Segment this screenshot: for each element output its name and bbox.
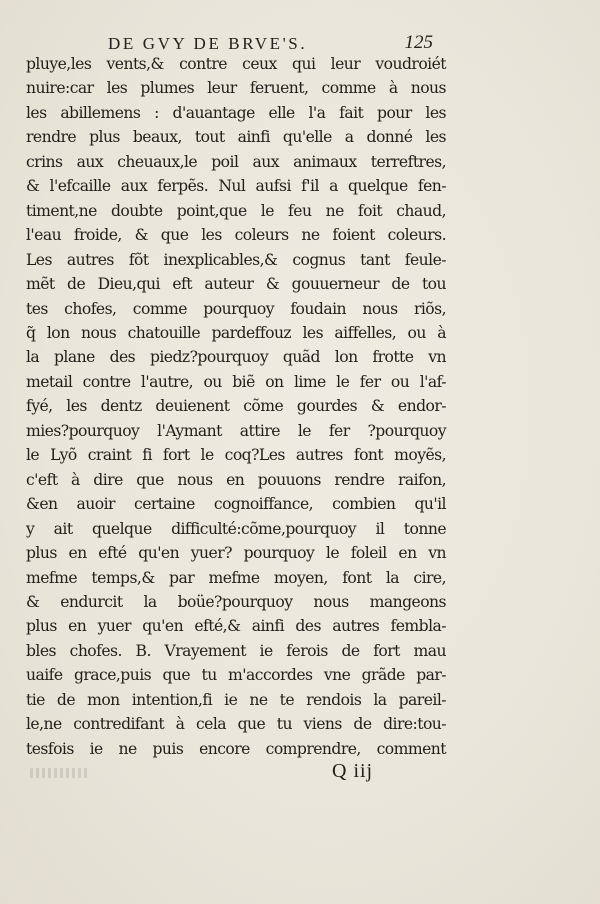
text-line: crins aux cheuaux,le poil aux animaux terreftres,	[26, 152, 446, 171]
text-line: mefme temps,& par mefme moyen, font la cire,	[26, 568, 446, 587]
text-line: bles chofes. B. Vrayement ie ferois de fort mau	[26, 641, 446, 660]
text-line: mẽt de Dieu,qui eft auteur & gouuerneur de tou	[26, 275, 446, 294]
text-line: mies?pourquoy l'Aymant attire le fer ?pourquoy	[26, 421, 446, 440]
text-line: le Lyõ craint fi fort le coq?Les autres font moyẽs,	[26, 446, 446, 465]
text-line: l'eau froide, & que les coleurs ne foient coleurs.	[26, 226, 446, 245]
text-line: les abillemens : d'auantage elle l'a fait pour les	[26, 103, 446, 122]
text-line: tie de mon intention,fi ie ne te rendois la pareil-	[26, 690, 446, 709]
show-through-ink	[30, 768, 90, 778]
text-line: y ait quelque difficulté:cõme,pourquoy il tonne	[26, 519, 446, 538]
text-line: tes chofes, comme pourquoy foudain nous riõs,	[26, 299, 446, 318]
signature-mark: Q iij	[332, 760, 374, 782]
page-number: 125	[404, 32, 433, 53]
text-line: q̃ lon nous chatouille pardeffouz les aiffelles, ou à	[26, 323, 446, 342]
text-line: plus en efté qu'en yuer? pourquoy le foleil en vn	[26, 544, 446, 563]
text-line: uaife grace,puis que tu m'accordes vne grãde par-	[26, 666, 446, 685]
running-head: DE GVY DE BRVE'S.	[108, 34, 308, 53]
text-line: timent,ne doubte point,que le feu ne foit chaud,	[26, 201, 446, 220]
text-line: & l'efcaille aux ferpẽs. Nul aufsi f'il a quelque fen-	[26, 177, 446, 196]
text-line: & endurcit la boüe?pourquoy nous mangeons	[26, 592, 446, 611]
text-line: Les autres fõt inexplicables,& cognus tant feule-	[26, 250, 446, 269]
text-line: c'eft à dire que nous en pouuons rendre raifon,	[26, 470, 446, 489]
text-line: tesfois ie ne puis encore comprendre, comment	[26, 739, 446, 758]
text-line: la plane des piedz?pourquoy quãd lon frotte vn	[26, 348, 446, 367]
text-line: metail contre l'autre, ou biẽ on lime le fer ou l'af-	[26, 372, 446, 391]
text-line: rendre plus beaux, tout ainfi qu'elle a donné les	[26, 128, 446, 147]
body-text	[26, 52, 446, 761]
text-line: le,ne contredifant à cela que tu viens de dire:tou-	[26, 715, 446, 734]
text-line: fyé, les dentz deuienent cõme gourdes & endor-	[26, 397, 446, 416]
text-line: pluye,les vents,& contre ceux qui leur voudroiét	[26, 55, 446, 73]
text-line: plus en yuer qu'en efté,& ainfi des autres fembla-	[26, 617, 446, 636]
text-line: &en auoir certaine cognoiffance, combien qu'il	[26, 495, 446, 514]
text-line: nuire:car les plumes leur feruent, comme à nous	[26, 79, 446, 98]
